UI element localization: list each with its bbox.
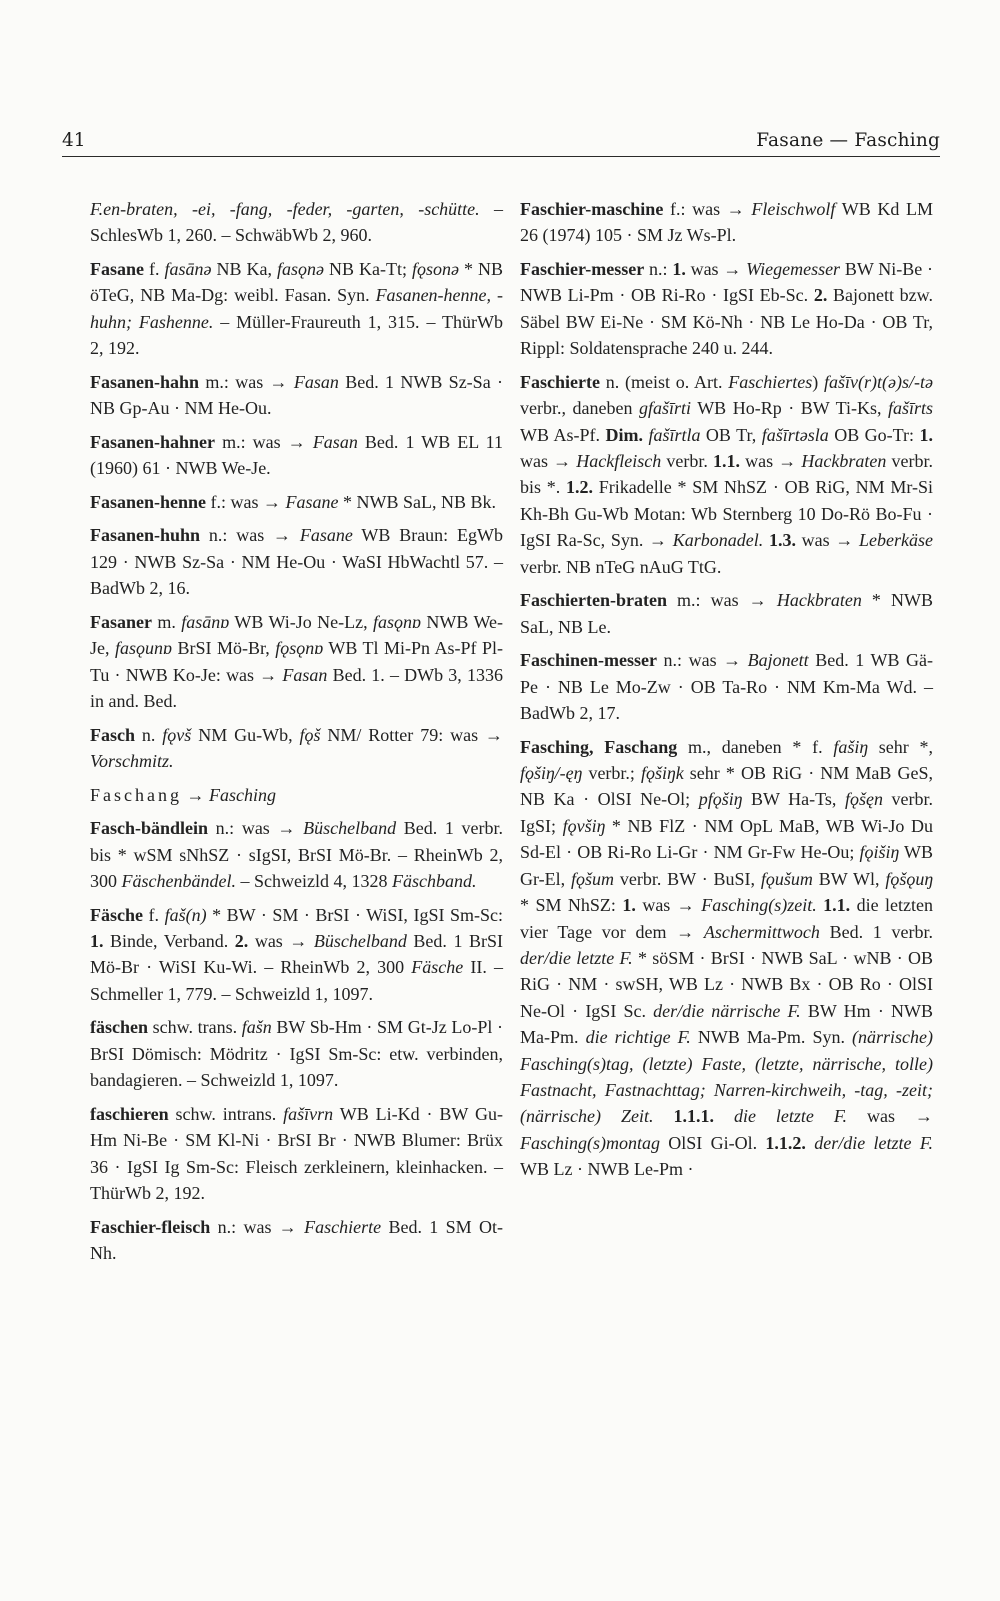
entry-text: Bed. 1 SM Ot-Nh. [90,1216,503,1264]
entry-text: BW Sb-Hm · SM Gt-Jz Lo-Pl · BrSI Dömisch: Mödritz · IgSI Sm-Sc: etw. verbinden, bandagieren. – Schweizld 1, 1097. [90,1017,503,1091]
entry-italic-text: fašn [241,1017,272,1038]
entry-italic-text: der/die letzte F. [814,1132,934,1153]
entry-text: NWB Ma-Pm. Syn. [690,1027,853,1048]
entry-headword: Faschier-messer [520,259,645,279]
entry-text: was → [248,931,314,952]
entry-text: n.: was → [656,650,748,671]
entry-text: → [181,784,209,805]
dictionary-entry [90,722,503,775]
entry-text: OlSI Gi-Ol. [659,1132,766,1153]
entry-text: NM Gu-Wb, [191,724,300,745]
entry-text: NB Ka, [211,259,277,279]
entry-headword: Faschierte [520,371,600,392]
entry-text: WB Ho-Rp · BW Ti-Ks, [691,398,888,419]
entry-headword: Fasanen-huhn [90,525,201,546]
entry-italic-text: Hackfleisch [576,451,662,472]
entry-italic-text: Büschelband [313,931,407,952]
entry-text: m. [152,611,182,632]
entry-italic-text: fašīrtəsla [761,424,829,445]
entry-text: n.: was → [208,818,304,839]
entry-italic-text: Fleischwolf [751,199,836,219]
entry-text: * NB öTeG, NB Ma-Dg: weibl. Fasan. Syn. [90,259,503,306]
entry-text: BrSI Mö-Br, [172,638,276,659]
entry-headword: Fäsche [90,904,143,925]
entry-text: BW Ha-Ts, [742,789,845,810]
entry-headword: Fasching, Faschang [520,736,678,757]
entry-italic-text: Fäschband. [391,871,477,892]
entry-text: was → [635,895,702,916]
entry-italic-text: der/die närrische F. [653,1000,801,1021]
entry-headword: Dim. [605,424,643,445]
entry-headword: 1. [90,931,104,952]
entry-text [806,1133,814,1153]
entry-text: was → [520,451,577,472]
entry-text: n.: was → [200,525,300,546]
entry-italic-text: (närrische) Fasching(s)tag, (letzte) Faste, (letzte, närrische, tolle) Fastnacht, Fastnachttag; Narren-kirchweih, -tag, -zeit; (närrische) Zeit. [520,1027,933,1127]
dictionary-entry [90,522,503,601]
entry-italic-text: fǫvš [162,724,192,745]
entry-text: Frikadelle * SM NhSZ · OB RiG, NM Mr-Si Kh-Bh Gu-Wb Motan: Wb Sternberg 10 Do-Rö Bo-Fu · IgSI Ra-Sc, Syn. → [520,477,933,551]
entry-text: * NWB SaL, NB Bk. [338,491,497,512]
dictionary-entry [90,1101,503,1207]
dictionary-entry [520,256,933,362]
entry-spaced-headword: Faschang [90,784,182,805]
entry-text: WB Braun: EgWb 129 · NWB Sz-Sa · NM He-Ou · WaSI HbWachtl 57. – BadWb 2, 16. [90,525,503,599]
entry-text: sehr *, [868,736,933,757]
dictionary-entry [520,587,933,640]
entry-italic-text: fǫšęn [844,789,883,810]
entry-text: schw. trans. [148,1017,242,1038]
entry-italic-text: fašiŋ [833,736,869,757]
entry-italic-text: fǫšǫuŋ [885,868,933,889]
entry-headword: Fasanen-hahn [90,371,200,392]
entry-text: was → [847,1106,934,1127]
entry-italic-text: die richtige F. [585,1027,691,1048]
entry-text: – Müller-Fraureuth 1, 315. – ThürWb 2, 192. [90,311,503,359]
entry-headword: Fasane [90,259,144,279]
right-column [520,196,933,1190]
entry-text: WB Li-Kd · BW Gu-Hm Ni-Be · SM Kl-Ni · BrSI Br · NWB Blumer: Brüx 36 · IgSI Ig Sm-Sc: Fleisch zerkleinern, kleinhacken. – ThürWb 2, 192. [90,1103,503,1204]
entry-headword: Faschinen-messer [520,650,657,671]
entry-headword: 1.2. [566,477,594,498]
entry-headword: Fasch [90,724,135,745]
dictionary-entry [90,1014,503,1093]
entry-text: NM/ Rotter 79: was → [320,724,503,745]
dictionary-entry [90,815,503,894]
entry-italic-text: Fasan [293,371,339,392]
entry-text: ) [812,371,825,392]
entry-italic-text: Fasan [312,431,358,452]
entry-text: WB Tl Mi-Pn As-Pf Pl-Tu · NWB Ko-Je: was → [90,638,503,685]
entry-headword: Fasaner [90,611,152,632]
entry-text: verbr. BW · BuSI, [614,868,761,889]
entry-italic-text: Wiegemesser [746,259,841,279]
page-number: 41 [62,130,86,151]
entry-headword: Fasanen-henne [90,491,207,512]
entry-italic-text: Fasane [285,491,339,512]
entry-text: NWB We-Je, [90,611,503,659]
running-title: Fasane — Fasching [756,130,940,151]
entry-italic-text: Fasanen-henne, -huhn; Fashenne. [90,285,503,332]
entry-italic-text: Leberkäse [859,530,933,551]
entry-italic-text: Fasan [282,664,328,685]
entry-headword: 1.1. [713,451,740,472]
entry-text: n.: [644,259,673,279]
entry-text: * BW · SM · BrSI · WiSI, IgSI Sm-Sc: [206,904,503,925]
entry-text: WB Kd LM 26 (1974) 105 · SM Jz Ws-Pl. [520,199,933,246]
entry-text: OB Go-Tr: [828,424,920,445]
entry-text: – Schweizld 4, 1328 [235,871,392,892]
entry-text: f. [143,904,165,925]
dictionary-entry [90,369,503,422]
entry-text: Bed. 1 verbr. [819,921,933,942]
entry-italic-text: Fasching(s)montag [520,1132,660,1153]
entry-text [714,1106,734,1126]
entry-headword: 1.1.1. [673,1106,714,1127]
entry-text: BW Ni-Be · NWB Li-Pm · OB Ri-Ro · IgSI Eb-Sc. [520,259,934,306]
entry-text: verbr. NB nTeG nAuG TtG. [520,556,722,577]
dictionary-entry [90,782,503,808]
entry-italic-text: fasǫunɒ [114,638,172,659]
entry-text: NB Ka-Tt; [324,259,412,279]
entry-text: Bed. 1 verbr. bis * wSM sNhSZ · sIgSI, BrSI Mö-Br. – RheinWb 2, 300 [90,818,504,892]
entry-text: BW Wl, [812,868,886,889]
entry-italic-text: Fasane [299,525,353,546]
entry-italic-text: fǫšiŋk [641,763,684,784]
entry-text: n. (meist o. Art. [599,371,729,392]
entry-text: * NWB SaL, NB Le. [520,590,934,637]
entry-text: Bed. 1 NWB Sz-Sa · NB Gp-Au · NM He-Ou. [90,371,504,419]
entry-italic-text: faš(n) [164,904,207,925]
entry-headword: Fasch-bändlein [90,818,209,839]
entry-headword: 1.3. [768,530,796,551]
entry-text: verbr. IgSI; [520,789,933,836]
entry-text: Bajonett bzw. Säbel BW Ei-Ne · SM Kö-Nh · NB Le Ho-Da · OB Tr, Rippl: Soldatensprache 240 u. 244. [520,285,934,359]
entry-text: m., daneben * f. [677,736,834,757]
dictionary-entry [90,489,503,515]
dictionary-entry [90,1214,503,1267]
entry-text: verbr.; [582,763,642,784]
entry-headword: 1.1. [823,895,851,916]
entry-text: f.: was → [206,491,286,512]
entry-italic-text: fasǫnɒ [372,611,421,632]
entry-text: BW Hm · NWB Ma-Pm. [520,1000,933,1048]
entry-text: verbr. [661,451,713,472]
entry-italic-text: Fasching [208,784,276,805]
entry-text: schw. intrans. [168,1103,284,1124]
entry-italic-text: fašīrtla [648,424,701,445]
entry-text: * NB FlZ · NM OpL MaB, WB Wi-Jo Du Sd-El · OB Ri-Ro Li-Gr · NM Gr-Fw He-Ou; [520,815,933,863]
entry-text: m.: was → [666,590,777,611]
entry-text: II. – Schmeller 1, 779. – Schweizld 1, 1097. [90,957,503,1004]
entry-text: die letzten vier Tage vor dem → [520,895,934,942]
dictionary-entry [90,196,503,249]
entry-text: m.: was → [215,431,313,452]
entry-headword: 1. [919,424,933,445]
entry-italic-text: fǫš [299,724,321,745]
entry-italic-text: fasǫnə [277,259,324,279]
entry-headword: Fasanen-hahner [90,431,216,452]
dictionary-entry [520,647,933,726]
entry-italic-text: Hackbraten [801,451,887,472]
entry-italic-text: F.en-braten, -ei, -fang, -feder, -garten, -schütte. [90,199,480,219]
entry-text: f.: was → [663,199,752,219]
entry-text: * söSM · BrSI · NWB SaL · wNB · OB RiG · NM · swSH, WB Lz · NWB Bx · OB Ro · OlSI Ne-Ol · IgSI Sc. [520,947,933,1021]
entry-italic-text: Karbonadel. [672,530,764,551]
entry-text: Binde, Verband. [103,931,235,952]
entry-text: WB Wi-Jo Ne-Lz, [229,611,373,632]
entry-text: Bed. 1 WB Gä-Pe · NB Le Mo-Zw · OB Ta-Ro · NM Km-Ma Wd. – BadWb 2, 17. [520,650,933,724]
entry-text: OB Tr, [700,424,762,445]
entry-italic-text: pfǫšiŋ [698,789,743,810]
entry-headword: Faschierten-braten [520,590,667,611]
dictionary-entry [90,429,503,482]
entry-italic-text: fašīrts [887,398,933,419]
entry-text: n.: was → [210,1216,305,1237]
entry-italic-text: Aschermittwoch [703,921,820,942]
entry-headword: 2. [234,931,249,952]
entry-italic-text: Faschierte [304,1216,382,1237]
entry-headword: Faschier-maschine [520,199,664,219]
entry-headword: 2. [813,285,828,306]
entry-italic-text: fasānə [164,259,212,279]
left-column [90,196,503,1274]
entry-headword: 1. [672,259,686,279]
entry-headword: faschieren [90,1103,169,1124]
entry-italic-text: fǫsonə [411,259,459,279]
entry-italic-text: fǫsǫnɒ [275,638,324,659]
entry-italic-text: fasānɒ [181,611,230,632]
entry-italic-text: Hackbraten [776,590,862,611]
entry-italic-text: Büschelband [303,818,397,839]
dictionary-entry [520,196,933,249]
entry-italic-text: Bajonett [747,650,809,671]
entry-text: – SchlesWb 1, 260. – SchwäbWb 2, 960. [90,199,504,246]
entry-headword: 1. [622,895,636,916]
entry-italic-text: Faschiertes [728,371,813,392]
entry-italic-text: gfašīrti [638,398,691,419]
entry-italic-text: die letzte F. [733,1106,848,1127]
entry-text: was → [685,259,747,279]
entry-text: WB Gr-El, [520,842,934,889]
entry-italic-text: fǫušum [760,868,813,889]
entry-italic-text: fǫvšiŋ [562,815,606,836]
entry-text: Bed. 1 WB EL 11 (1960) 61 · NWB We-Je. [90,431,503,479]
dictionary-entry [520,734,933,1183]
entry-italic-text: Vorschmitz. [90,751,174,772]
entry-text: verbr. bis *. [520,451,934,498]
entry-italic-text: Fasching(s)zeit. [701,895,817,916]
dictionary-entry [90,609,503,715]
entry-italic-text: Fäschenbändel. [121,871,236,892]
entry-headword: 1.1.2. [765,1132,806,1153]
entry-italic-text: fǫšiŋ/-ęŋ [520,763,583,784]
entry-italic-text: fǫišiŋ [859,842,900,863]
entry-italic-text: fašīvrn [283,1103,334,1124]
entry-text: was → [795,530,860,551]
entry-text: * SM NhSZ: [520,895,623,916]
entry-italic-text: fašīv(r)t(ə)s/-tə [824,371,933,392]
entry-italic-text: Fäsche [411,957,464,978]
entry-italic-text: der/die letzte F. [520,947,633,968]
entry-headword: Faschier-fleisch [90,1216,211,1237]
entry-italic-text: fǫšum [570,868,614,889]
entry-text: verbr., daneben [520,398,639,419]
entry-text: n. [135,724,163,745]
entry-text: Bed. 1 BrSI Mö-Br · WiSI Ku-Wi. – RheinWb 2, 300 [90,931,504,978]
entry-text: f. [144,259,165,279]
page-header [62,130,940,157]
entry-headword: fäschen [90,1017,148,1038]
entry-text: sehr * OB RiG · NM MaB GeS, NB Ka · OlSI Ne-Ol; [520,763,933,810]
entry-text: WB Lz · NWB Le-Pm · [520,1159,694,1180]
dictionary-entry [520,369,933,580]
entry-text: was → [740,451,802,472]
entry-text [653,1106,673,1126]
dictionary-entry [90,256,503,362]
entry-text: Bed. 1. – DWb 3, 1336 in and. Bed. [90,664,503,712]
entry-text: WB As-Pf. [520,424,606,445]
entry-text: m.: was → [199,371,294,392]
dictionary-entry [90,902,503,1008]
